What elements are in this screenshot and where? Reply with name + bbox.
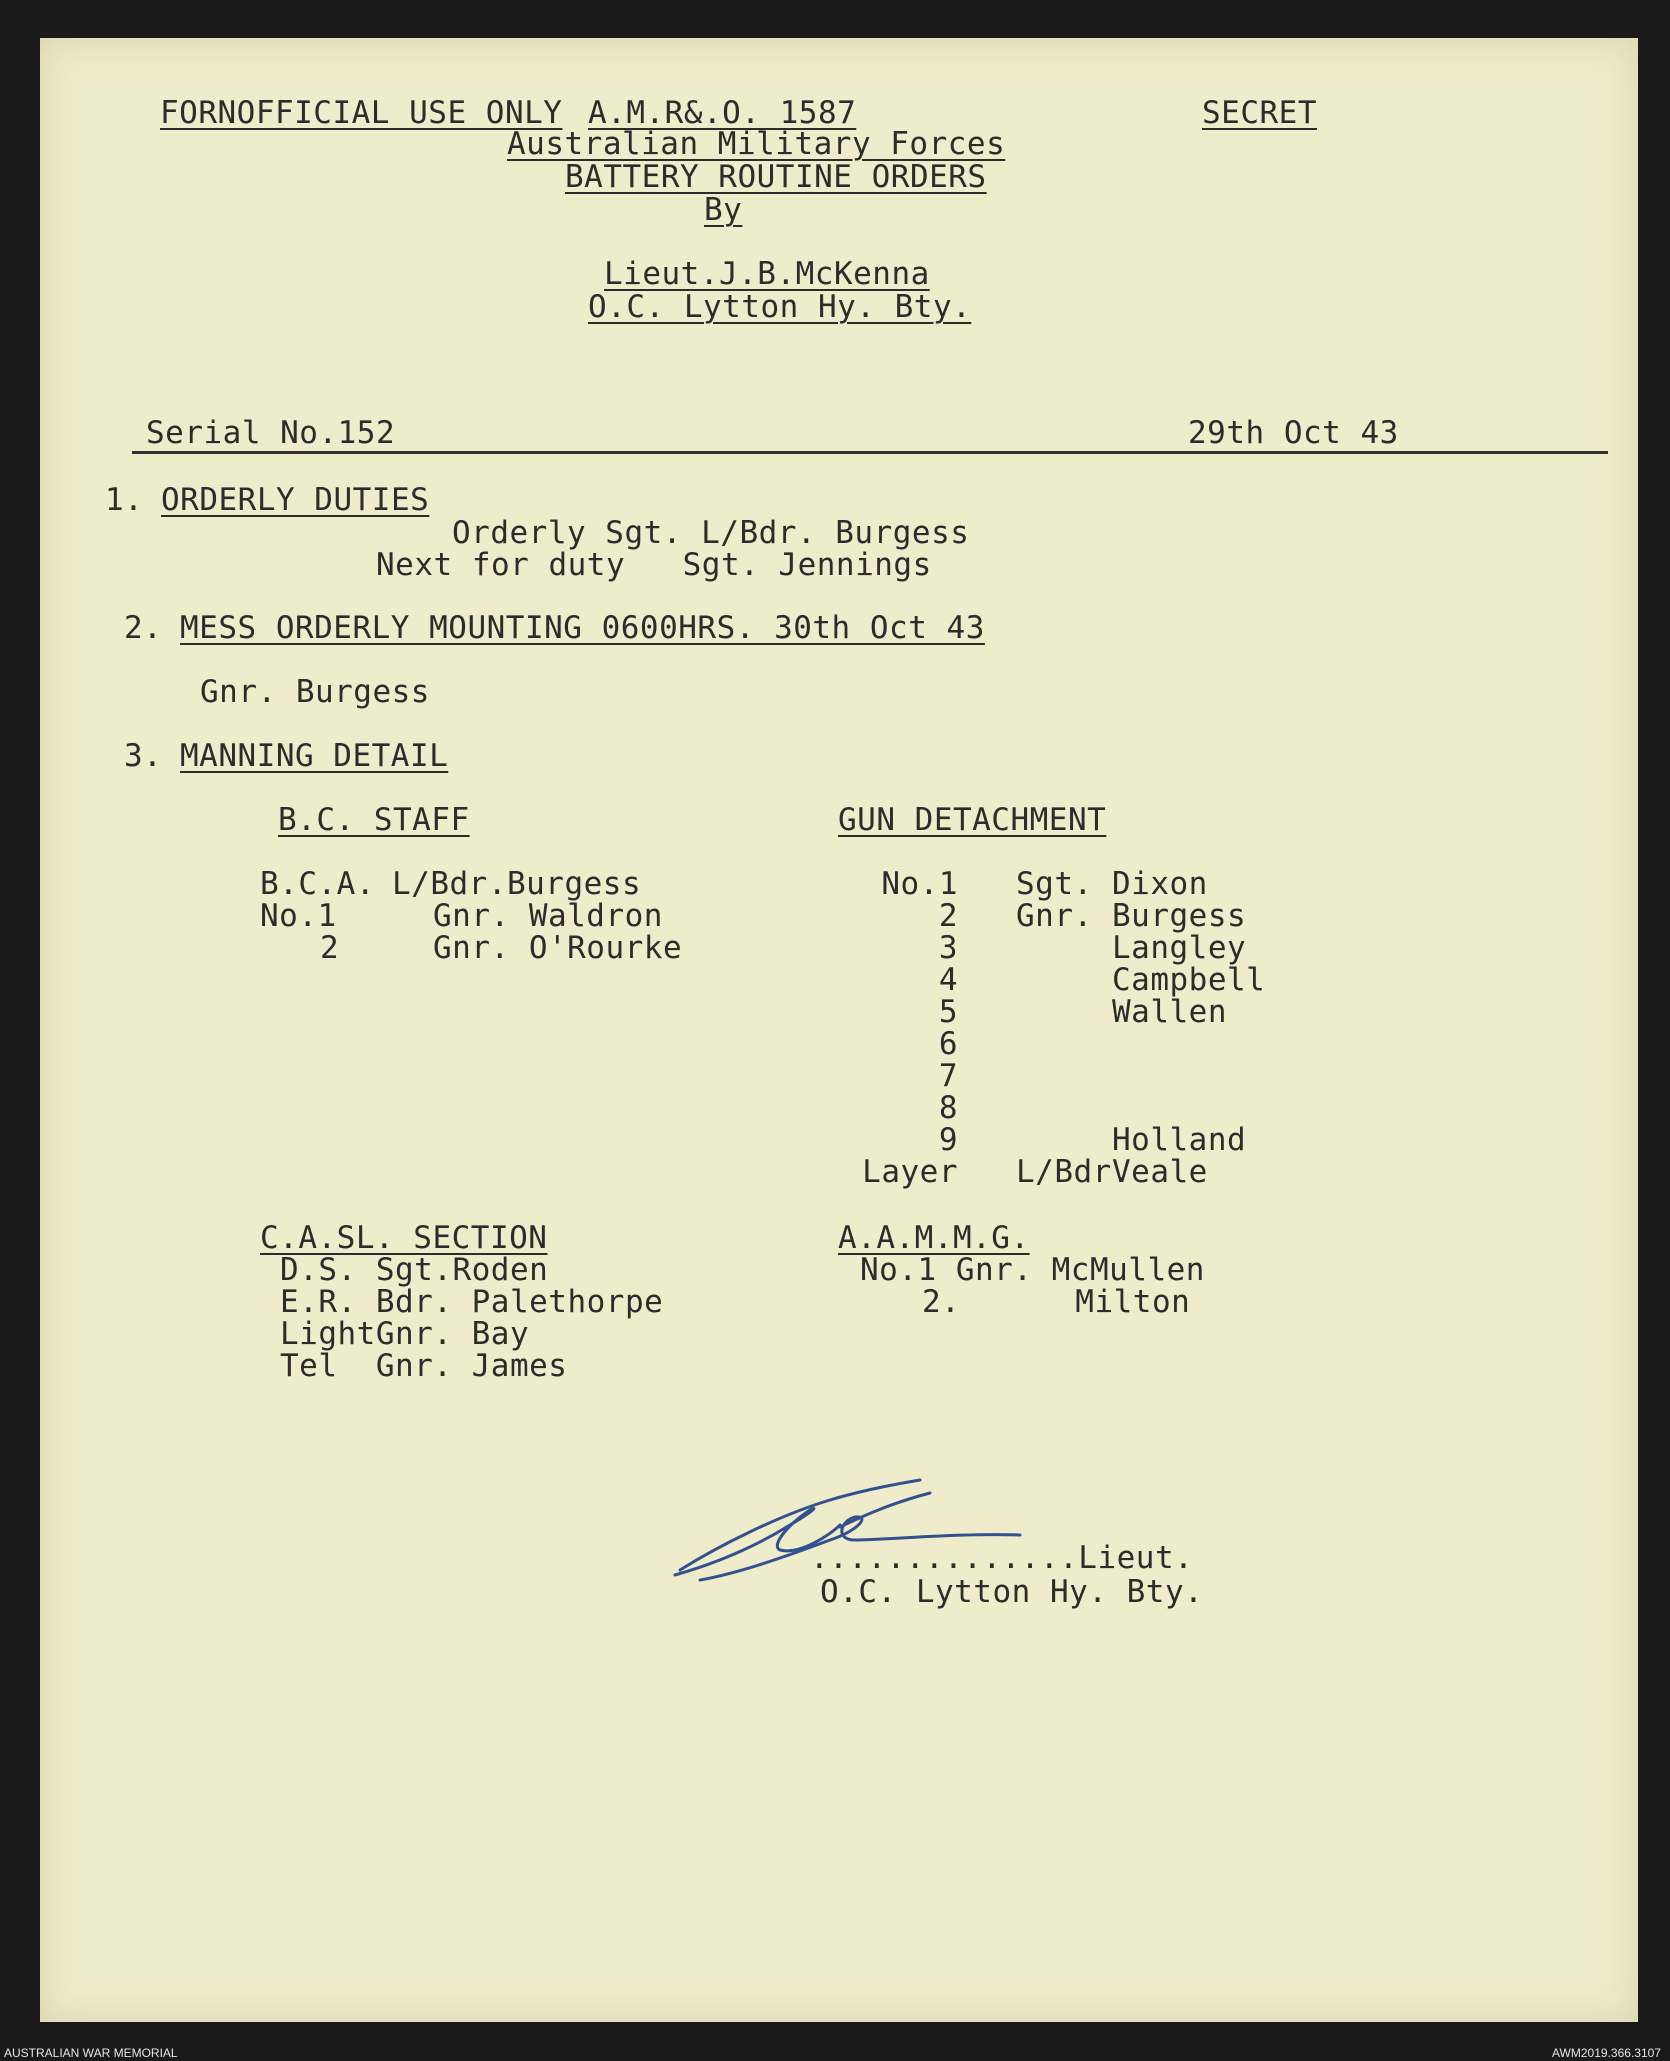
doc-title: BATTERY ROUTINE ORDERS: [565, 159, 987, 195]
casl-row: E.R. Bdr. Palethorpe: [280, 1284, 664, 1320]
gun-row-number: 8: [938, 1090, 958, 1126]
aammg-row: No.1 Gnr. McMullen: [860, 1252, 1205, 1288]
bc-staff-role: No.1: [260, 898, 337, 934]
bc-staff-name: L/Bdr.Burgess: [392, 866, 642, 902]
gun-row-number: 4: [938, 962, 958, 998]
section-3-number: 3.: [124, 738, 163, 774]
gun-row-name: Burgess: [1112, 898, 1247, 934]
gun-row-number: 7: [938, 1058, 958, 1094]
archive-caption-left: AUSTRALIAN WAR MEMORIAL: [4, 2046, 178, 2060]
gun-row-rank: Sgt.: [1016, 866, 1093, 902]
next-for-duty-line: Next for duty Sgt. Jennings: [376, 547, 932, 583]
gun-row-number: 6: [938, 1026, 958, 1062]
issuing-officer: Lieut.J.B.McKenna: [604, 256, 930, 292]
section-1-number: 1.: [105, 482, 144, 518]
gun-row-name: Dixon: [1112, 866, 1208, 902]
gun-row-number: 2: [938, 898, 958, 934]
gun-row-number: 5: [938, 994, 958, 1030]
gun-row-name: Langley: [1112, 930, 1247, 966]
serial-number: Serial No.152: [146, 415, 396, 451]
aammg-row: 2. Milton: [922, 1284, 1191, 1320]
gun-row-name: Campbell: [1112, 962, 1266, 998]
bc-staff-role: 2: [320, 930, 340, 966]
bc-staff-role: B.C.A.: [260, 866, 375, 902]
issuing-unit: O.C. Lytton Hy. Bty.: [588, 289, 972, 325]
section-3-heading: MANNING DETAIL: [180, 738, 449, 774]
gun-detachment-heading: GUN DETACHMENT: [838, 802, 1107, 838]
by-line: By: [704, 192, 743, 228]
mess-orderly-name: Gnr. Burgess: [200, 674, 430, 710]
gun-row-name: Veale: [1112, 1154, 1208, 1190]
signature-line: ..............Lieut.: [810, 1540, 1194, 1576]
gun-row-name: Wallen: [1112, 994, 1227, 1030]
serial-rule: [132, 451, 1608, 454]
classification-left: FORNOFFICIAL USE ONLY: [160, 95, 563, 131]
gun-row-number: Layer: [862, 1154, 958, 1190]
section-1-heading: ORDERLY DUTIES: [161, 482, 430, 518]
casl-row: LightGnr. Bay: [280, 1316, 530, 1352]
casl-heading: C.A.SL. SECTION: [260, 1220, 548, 1256]
orderly-sgt-line: Orderly Sgt. L/Bdr. Burgess: [452, 515, 970, 551]
org-name: Australian Military Forces: [507, 126, 1006, 162]
casl-row: D.S. Sgt.Roden: [280, 1252, 549, 1288]
aammg-heading: A.A.M.M.G.: [838, 1220, 1030, 1256]
order-date: 29th Oct 43: [1188, 415, 1399, 451]
gun-row-number: 3: [938, 930, 958, 966]
gun-row-number: 9: [938, 1122, 958, 1158]
reference-number: A.M.R&.O. 1587: [588, 95, 857, 131]
gun-row-name: Holland: [1112, 1122, 1247, 1158]
classification-right: SECRET: [1202, 95, 1317, 131]
bc-staff-name: Gnr. O'Rourke: [433, 930, 683, 966]
bc-staff-heading: B.C. STAFF: [278, 802, 470, 838]
gun-row-rank: Gnr.: [1016, 898, 1093, 934]
archive-caption-right: AWM2019.366.3107: [1552, 2046, 1661, 2060]
bc-staff-name: Gnr. Waldron: [433, 898, 663, 934]
gun-row-number: No.1: [881, 866, 958, 902]
gun-row-rank: L/Bdr.: [1016, 1154, 1131, 1190]
casl-row: Tel Gnr. James: [280, 1348, 568, 1384]
section-2-number: 2.: [124, 610, 163, 646]
section-2-heading: MESS ORDERLY MOUNTING 0600HRS. 30th Oct 43: [180, 610, 985, 646]
signature-unit: O.C. Lytton Hy. Bty.: [820, 1574, 1204, 1610]
